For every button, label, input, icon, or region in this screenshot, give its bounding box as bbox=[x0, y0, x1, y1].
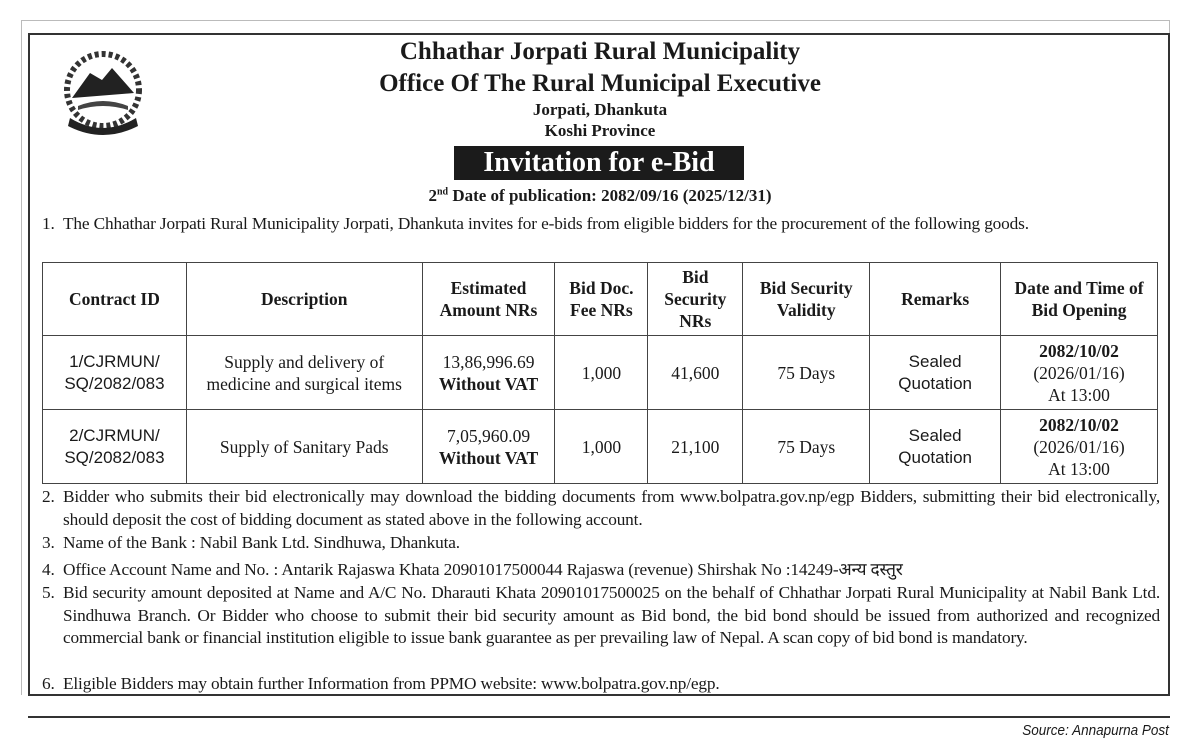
description: Supply of Sanitary Pads bbox=[186, 410, 422, 484]
notice-title: Invitation for e-Bid bbox=[454, 146, 744, 180]
clause-text: Eligible Bidders may obtain further Information from PPMO website: www.bolpatra.gov.np/egp. bbox=[63, 674, 720, 693]
col-description: Description bbox=[186, 263, 422, 336]
description: Supply and delivery of medicine and surgical items bbox=[186, 336, 422, 410]
remarks-line2: Quotation bbox=[898, 447, 972, 467]
source-credit: Source: Annapurna Post bbox=[1022, 722, 1169, 739]
bid-security: 21,100 bbox=[648, 410, 743, 484]
opening-date bbox=[1001, 410, 1158, 484]
opening-date-bs: 2082/10/02 bbox=[1039, 340, 1119, 361]
estimated-amount bbox=[422, 410, 555, 484]
opening-date bbox=[1001, 336, 1158, 410]
table-row bbox=[43, 336, 1158, 410]
col-remarks: Remarks bbox=[870, 263, 1001, 336]
clause-number: 5. bbox=[42, 583, 55, 602]
col-bid-doc-fee: Bid Doc. Fee NRs bbox=[555, 263, 648, 336]
opening-date-ad: (2026/01/16) bbox=[1033, 362, 1125, 383]
clause-number: 4. bbox=[42, 560, 55, 579]
contract-id bbox=[43, 410, 187, 484]
province-line: Koshi Province bbox=[544, 121, 656, 140]
table-row bbox=[43, 410, 1158, 484]
clause-text: Bid security amount deposited at Name and A/C No. Dharauti Khata 20901017500025 on the behalf of Chhathar Jorpati Rural Municipality at Nabil Bank Ltd. Sindhuwa Branch. Or Bidder who choose to submit their bid security amount as Bid bond, the bid bond should be issued from authorized and recognized commercial bank or financial institution eligible to issue bank guarantee as per prevailing law of Nepal. A scan copy of bid bond is mandatory. bbox=[63, 583, 1160, 648]
opening-time: At 13:00 bbox=[1048, 458, 1110, 479]
amount-value: 13,86,996.69 bbox=[442, 351, 535, 372]
clause-number: 3. bbox=[42, 533, 55, 552]
remarks bbox=[870, 410, 1001, 484]
opening-date-bs: 2082/10/02 bbox=[1039, 414, 1119, 435]
clause-number: 1. bbox=[42, 214, 55, 233]
contract-id bbox=[43, 336, 187, 410]
clause-4 bbox=[42, 559, 1160, 582]
vat-note: Without VAT bbox=[438, 373, 539, 394]
clause-text: Bidder who submits their bid electronically may download the bidding documents from www.bolpatra.gov.np/egp Bidders, submitting their bid electronically, should deposit the cost of bidding document as stated above in the following account. bbox=[63, 487, 1160, 529]
contract-id-part1: 1/CJRMUN/ bbox=[69, 351, 160, 371]
pub-date-text: Date of publication: 2082/09/16 (2025/12/31) bbox=[448, 186, 772, 205]
contract-id-part2: SQ/2082/083 bbox=[64, 447, 165, 467]
clause-6 bbox=[42, 673, 1160, 696]
clause-number: 6. bbox=[42, 674, 55, 693]
col-contract-id: Contract ID bbox=[43, 263, 187, 336]
municipality-name: Chhathar Jorpati Rural Municipality bbox=[399, 38, 801, 65]
clause-1 bbox=[42, 213, 1160, 236]
bid-table bbox=[42, 262, 1158, 484]
clause-text: Name of the Bank : Nabil Bank Ltd. Sindhuwa, Dhankuta. bbox=[63, 533, 460, 552]
col-bid-security-validity: Bid Security Validity bbox=[743, 263, 870, 336]
address-line: Jorpati, Dhankuta bbox=[532, 100, 668, 119]
validity: 75 Days bbox=[743, 336, 870, 410]
pub-ordinal: 2 bbox=[428, 186, 437, 205]
remarks bbox=[870, 336, 1001, 410]
col-bid-opening: Date and Time of Bid Opening bbox=[1001, 263, 1158, 336]
clause-number: 2. bbox=[42, 487, 55, 506]
clause-text: Office Account Name and No. : Antarik Rajaswa Khata 20901017500044 Rajaswa (revenue) Shirshak No :14249-अन्य दस्तुर bbox=[63, 560, 903, 579]
remarks-line1: Sealed bbox=[908, 351, 962, 371]
col-estimated-amount: Estimated Amount NRs bbox=[422, 263, 555, 336]
office-name: Office Of The Rural Municipal Executive bbox=[379, 70, 821, 97]
bid-security: 41,600 bbox=[648, 336, 743, 410]
clause-5 bbox=[42, 582, 1160, 650]
validity: 75 Days bbox=[743, 410, 870, 484]
estimated-amount bbox=[422, 336, 555, 410]
vat-note: Without VAT bbox=[438, 447, 539, 468]
opening-date-ad: (2026/01/16) bbox=[1033, 436, 1125, 457]
table-header-row bbox=[43, 263, 1158, 336]
amount-value: 7,05,960.09 bbox=[446, 425, 531, 446]
clause-text: The Chhathar Jorpati Rural Municipality Jorpati, Dhankuta invites for e-bids from eligible bidders for the procurement of the following goods. bbox=[63, 214, 1029, 233]
remarks-line1: Sealed bbox=[908, 425, 962, 445]
clause-3 bbox=[42, 532, 1160, 555]
contract-id-part2: SQ/2082/083 bbox=[64, 373, 165, 393]
clause-2 bbox=[42, 486, 1160, 531]
bid-doc-fee: 1,000 bbox=[555, 410, 648, 484]
pub-ordinal-suffix: nd bbox=[436, 186, 449, 198]
next-notice-border bbox=[28, 716, 1170, 718]
contract-id-part1: 2/CJRMUN/ bbox=[69, 425, 160, 445]
col-bid-security: Bid Security NRs bbox=[648, 263, 743, 336]
remarks-line2: Quotation bbox=[898, 373, 972, 393]
publication-date bbox=[0, 186, 1181, 206]
opening-time: At 13:00 bbox=[1048, 384, 1110, 405]
bid-doc-fee: 1,000 bbox=[555, 336, 648, 410]
